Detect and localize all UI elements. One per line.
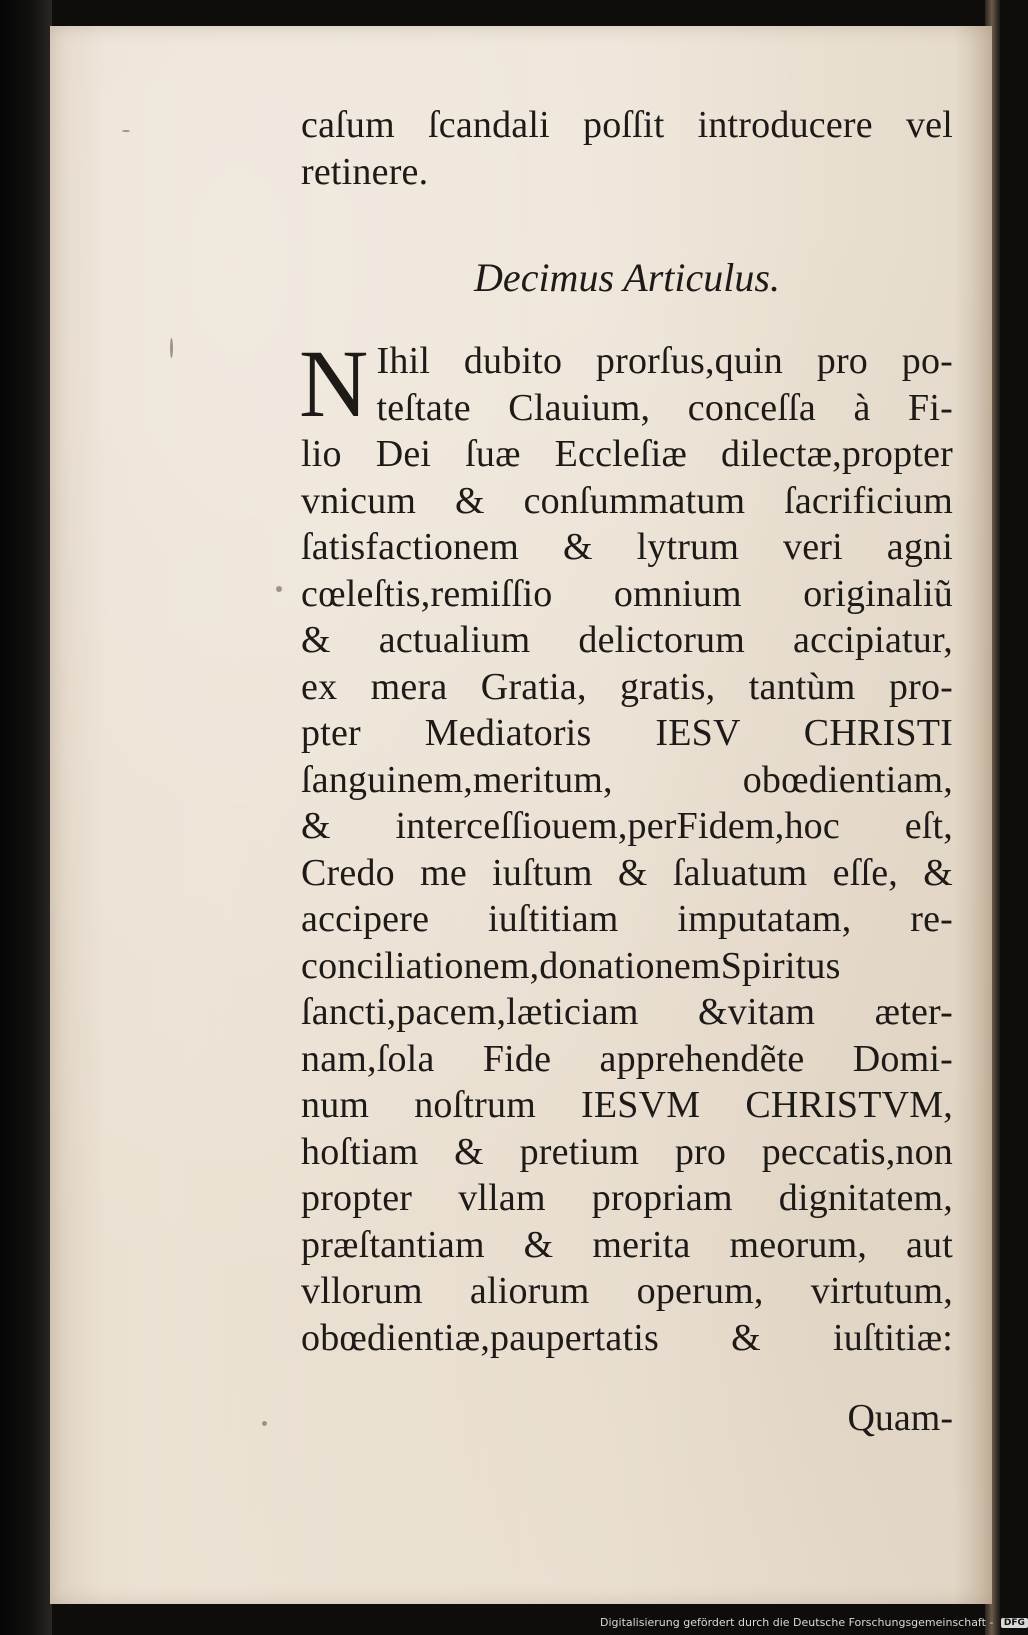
page-speck	[170, 338, 173, 358]
article-heading: Decimus Articulus.	[474, 255, 780, 300]
catchword: Quam-	[847, 1397, 953, 1439]
text-line: obœdientiæ,paupertatis & iuſtitiæ:	[301, 1316, 953, 1359]
text-line: vllorum aliorum operum, virtutum,	[301, 1270, 953, 1312]
drop-cap: N	[299, 330, 369, 437]
text-line: ſatisfactionem & lytrum veri agni	[301, 526, 953, 568]
page-speck	[262, 1421, 267, 1426]
page-speck	[122, 130, 130, 132]
text-line: vnicum & conſummatum ſacrificium	[301, 479, 953, 522]
text-line: caſum ſcandali poſſit introducere vel	[301, 104, 953, 146]
article-body	[299, 330, 953, 1361]
text-line: num noſtrum IESVM CHRISTVM,	[301, 1084, 953, 1126]
page-speck	[276, 586, 282, 592]
text-line: pter Mediatoris IESV CHRISTI	[301, 712, 953, 754]
text-line: accipere iuſtitiam imputatam, re-	[301, 898, 953, 940]
text-line: & interceſſiouem,perFidem,hoc eſt,	[301, 805, 953, 847]
text-line: ſanguinem,meritum, obœdientiam,	[301, 758, 953, 801]
text-line: lio Dei ſuæ Eccleſiæ dilectæ,propter	[301, 433, 953, 475]
text-line: hoſtiam & pretium pro peccatis,non	[301, 1130, 953, 1173]
credit-text: Digitalisierung gefördert durch die Deutsche Forschungsgemeinschaft -	[600, 1616, 994, 1629]
text-line: Credo me iuſtum & ſaluatum eſſe, &	[301, 851, 953, 894]
text-line: propter vllam propriam dignitatem,	[301, 1177, 953, 1219]
text-line: retinere.	[301, 150, 429, 193]
text-line: nam,ſola Fide apprehendẽte Domi-	[301, 1037, 953, 1080]
text-line: & actualium delictorum accipiatur,	[301, 619, 953, 661]
text-line: præſtantiam & merita meorum, aut	[301, 1223, 953, 1266]
text-line: conciliationem,donationemSpiritus	[301, 944, 841, 987]
text-line: ſancti,pacem,læticiam &vitam æter-	[301, 991, 953, 1033]
dfg-logo: DFG	[1001, 1618, 1028, 1628]
text-line: Ihil dubito prorſus,quin pro po-	[376, 340, 953, 382]
digitization-credit	[600, 1616, 1025, 1632]
text-line: teſtate Clauium, conceſſa à Fi-	[376, 386, 953, 429]
text-line: cœleſtis,remiſſio omnium originaliũ	[301, 572, 953, 615]
left-binding-edge	[0, 0, 52, 1635]
text-line: ex mera Gratia, gratis, tantùm pro-	[301, 665, 953, 708]
continuation-text	[301, 102, 953, 195]
